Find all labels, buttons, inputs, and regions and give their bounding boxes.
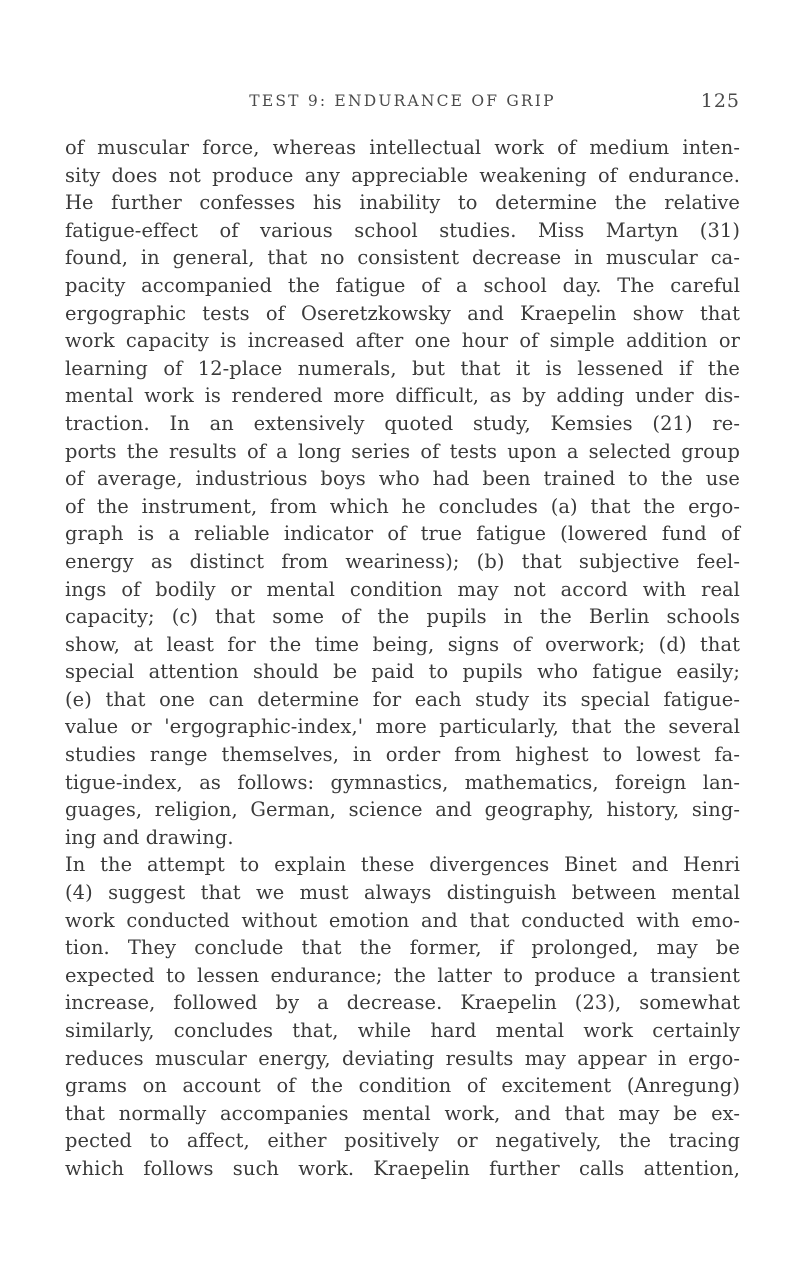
text-line: ings of bodily or mental condition may not accord with real [65, 577, 740, 601]
text-line: ing and drawing. [65, 825, 234, 849]
text-line: sity does not produce any appreciable weakening of endurance. [65, 163, 740, 187]
text-line: mental work is rendered more difficult, as by adding under dis- [65, 384, 740, 408]
text-line: (e) that one can determine for each study its special fatigue- [65, 687, 740, 711]
text-line: expected to lessen endurance; the latter to produce a transient [65, 963, 740, 987]
text-line: reduces muscular energy, deviating results may appear in ergo- [65, 1046, 740, 1070]
text-line: ports the results of a long series of tests upon a selected group [65, 439, 740, 463]
text-line: grams on account of the condition of excitement (Anregung) [65, 1074, 740, 1098]
text-line: which follows such work. Kraepelin further calls attention, [65, 1156, 740, 1180]
text-line: He further confesses his inability to determine the relative [65, 191, 740, 215]
text-line: pacity accompanied the fatigue of a school day. The careful [65, 273, 740, 297]
text-line: traction. In an extensively quoted study, Kemsies (21) re- [65, 411, 740, 435]
text-line: studies range themselves, in order from highest to lowest fa- [65, 743, 740, 767]
text-line: of muscular force, whereas intellectual work of medium inten- [65, 136, 740, 159]
text-line: work conducted without emotion and that conducted with emo- [65, 908, 740, 932]
text-line: of the instrument, from which he concludes (a) that the ergo- [65, 494, 740, 518]
text-line: similarly, concludes that, while hard mental work certainly [65, 1019, 740, 1042]
running-head [65, 92, 740, 118]
text-line: fatigue-effect of various school studies. Miss Martyn (31) [65, 218, 740, 242]
page-number: 125 [700, 90, 740, 112]
text-line: learning of 12-place numerals, but that it is lessened if the [65, 356, 740, 380]
text-line: of average, industrious boys who had been trained to the use [65, 467, 740, 491]
text-line: energy as distinct from weariness); (b) that subjective feel- [65, 549, 740, 573]
text-line: graph is a reliable indicator of true fatigue (lowered fund of [65, 522, 740, 546]
text-line: In the attempt to explain these divergences Binet and Henri [65, 853, 740, 877]
text-line: increase, followed by a decrease. Kraepelin (23), somewhat [65, 991, 740, 1015]
text-line: guages, religion, German, science and geography, history, sing- [65, 798, 740, 822]
text-line: ergographic tests of Oseretzkowsky and Kraepelin show that [65, 301, 740, 325]
text-line: (4) suggest that we must always distinguish between mental [65, 881, 740, 905]
text-line: tigue-index, as follows: gymnastics, mathematics, foreign lan- [65, 770, 740, 794]
running-title: TEST 9: ENDURANCE OF GRIP [249, 92, 556, 110]
text-line: capacity; (c) that some of the pupils in the Berlin schools [65, 605, 740, 629]
text-line: pected to affect, either positively or negatively, the tracing [65, 1129, 740, 1153]
body-text [65, 134, 740, 1183]
text-line: show, at least for the time being, signs of overwork; (d) that [65, 632, 740, 656]
text-line: value or 'ergographic-index,' more particularly, that the several [65, 715, 740, 739]
text-line: found, in general, that no consistent decrease in muscular ca- [65, 246, 740, 270]
text-line: that normally accompanies mental work, and that may be ex- [65, 1101, 740, 1125]
text-line: work capacity is increased after one hour of simple addition or [65, 329, 740, 353]
text-line: tion. They conclude that the former, if prolonged, may be [65, 936, 740, 960]
text-line: special attention should be paid to pupils who fatigue easily; [65, 660, 740, 684]
